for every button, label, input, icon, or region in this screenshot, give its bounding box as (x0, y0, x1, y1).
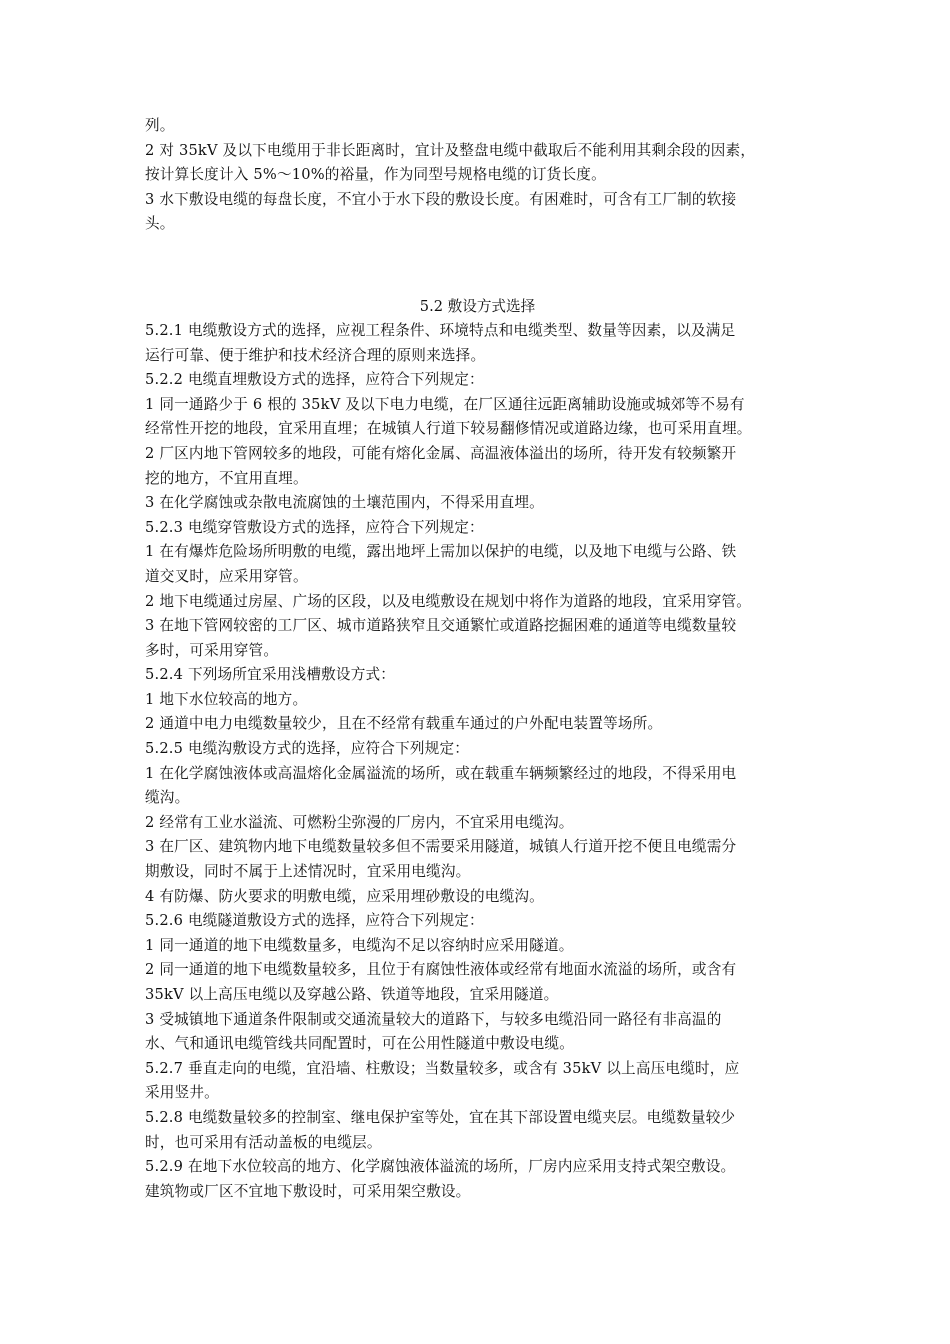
text-line: 2 厂区内地下管网较多的地段，可能有熔化金属、高温液体溢出的场所，待开发有较频繁开 (145, 444, 737, 462)
text-line: 4 有防爆、防火要求的明敷电缆，应采用埋砂敷设的电缆沟。 (145, 887, 544, 905)
text-line: 建筑物或厂区不宜地下敷设时，可采用架空敷设。 (145, 1182, 471, 1200)
text-line: 5.2.5 电缆沟敷设方式的选择，应符合下列规定： (145, 740, 470, 758)
text-line: 1 同一通路少于 6 根的 35kV 及以下电力电缆，在厂区通往远距离辅助设施或城郊等不易有 (145, 395, 745, 413)
text-line: 35kV 以上高压电缆以及穿越公路、铁道等地段，宜采用隧道。 (145, 986, 559, 1003)
text-line: 采用竖井。 (145, 1084, 219, 1102)
text-line: 按计算长度计入 5%～10%的裕量，作为同型号规格电缆的订货长度。 (145, 166, 606, 184)
text-block-top (145, 114, 810, 237)
text-line: 5.2.9 在地下水位较高的地方、化学腐蚀液体溢流的场所，厂房内应采用支持式架空敷设。 (145, 1158, 736, 1176)
text-line: 水、气和通讯电缆管线共同配置时，可在公用性隧道中敷设电缆。 (145, 1035, 575, 1053)
text-line: 2 对 35kV 及以下电缆用于非长距离时，宜计及整盘电缆中截取后不能利用其剩余段的因素， (145, 141, 756, 159)
text-line: 挖的地方，不宜用直埋。 (145, 469, 308, 487)
text-line: 5.2.3 电缆穿管敷设方式的选择，应符合下列规定： (145, 518, 484, 536)
text-line: 道交叉时，应采用穿管。 (145, 567, 308, 585)
text-line: 5.2.2 电缆直埋敷设方式的选择，应符合下列规定： (145, 371, 484, 389)
text-line: 3 受城镇地下通道条件限制或交通流量较大的道路下，与较多电缆沿同一路径有非高温的 (145, 1010, 722, 1028)
text-line: 5.2.8 电缆数量较多的控制室、继电保护室等处，宜在其下部设置电缆夹层。电缆数量较少 (145, 1108, 736, 1126)
text-line: 5.2.1 电缆敷设方式的选择，应视工程条件、环境特点和电缆类型、数量等因素，以及满足 (145, 321, 736, 339)
text-line: 3 水下敷设电缆的每盘长度，不宜小于水下段的敷设长度。有困难时，可含有工厂制的软接 (145, 190, 737, 208)
text-line: 2 同一通道的地下电缆数量较多，且位于有腐蚀性液体或经常有地面水流溢的场所，或含有 (145, 961, 737, 979)
section-heading: 5.2 敷设方式选择 (419, 297, 536, 315)
text-line: 1 地下水位较高的地方。 (145, 690, 308, 708)
text-line: 2 经常有工业水溢流、可燃粉尘弥漫的厂房内，不宜采用电缆沟。 (145, 813, 574, 831)
text-line: 多时，可采用穿管。 (145, 641, 279, 659)
text-line: 运行可靠、便于维护和技术经济合理的原则来选择。 (145, 346, 486, 364)
text-block-body (145, 319, 810, 1204)
text-line: 期敷设，同时不属于上述情况时，宜采用电缆沟。 (145, 863, 471, 881)
section-gap (145, 237, 810, 294)
text-line: 1 在化学腐蚀液体或高温熔化金属溢流的场所，或在载重车辆频繁经过的地段，不得采用电 (145, 764, 737, 782)
text-line: 1 同一通道的地下电缆数量多，电缆沟不足以容纳时应采用隧道。 (145, 936, 574, 954)
text-line: 3 在地下管网较密的工厂区、城市道路狭窄且交通繁忙或道路挖掘困难的通道等电缆数量较 (145, 617, 737, 635)
text-line: 列。 (145, 117, 175, 134)
text-line: 时，也可采用有活动盖板的电缆层。 (145, 1133, 382, 1151)
text-line: 1 在有爆炸危险场所明敷的电缆，露出地坪上需加以保护的电缆，以及地下电缆与公路、铁 (145, 543, 737, 561)
text-line: 头。 (145, 215, 175, 233)
text-line: 3 在化学腐蚀或杂散电流腐蚀的土壤范围内，不得采用直埋。 (145, 494, 544, 512)
text-line: 5.2.4 下列场所宜采用浅槽敷设方式： (145, 666, 396, 684)
text-line: 5.2.6 电缆隧道敷设方式的选择，应符合下列规定： (145, 912, 484, 930)
document-page (145, 114, 810, 1204)
text-line: 5.2.7 垂直走向的电缆，宜沿墙、柱敷设；当数量较多，或含有 35kV 以上高压电缆时，应 (145, 1059, 740, 1077)
text-line: 经常性开挖的地段，宜采用直埋；在城镇人行道下较易翻修情况或道路边缘，也可采用直埋。 (145, 420, 752, 438)
text-line: 缆沟。 (145, 789, 190, 807)
text-line: 2 通道中电力电缆数量较少，且在不经常有载重车通过的户外配电装置等场所。 (145, 715, 663, 733)
text-line: 3 在厂区、建筑物内地下电缆数量较多但不需要采用隧道，城镇人行道开挖不便且电缆需分 (145, 838, 737, 856)
text-line: 2 地下电缆通过房屋、广场的区段，以及电缆敷设在规划中将作为道路的地段，宜采用穿管。 (145, 592, 752, 610)
